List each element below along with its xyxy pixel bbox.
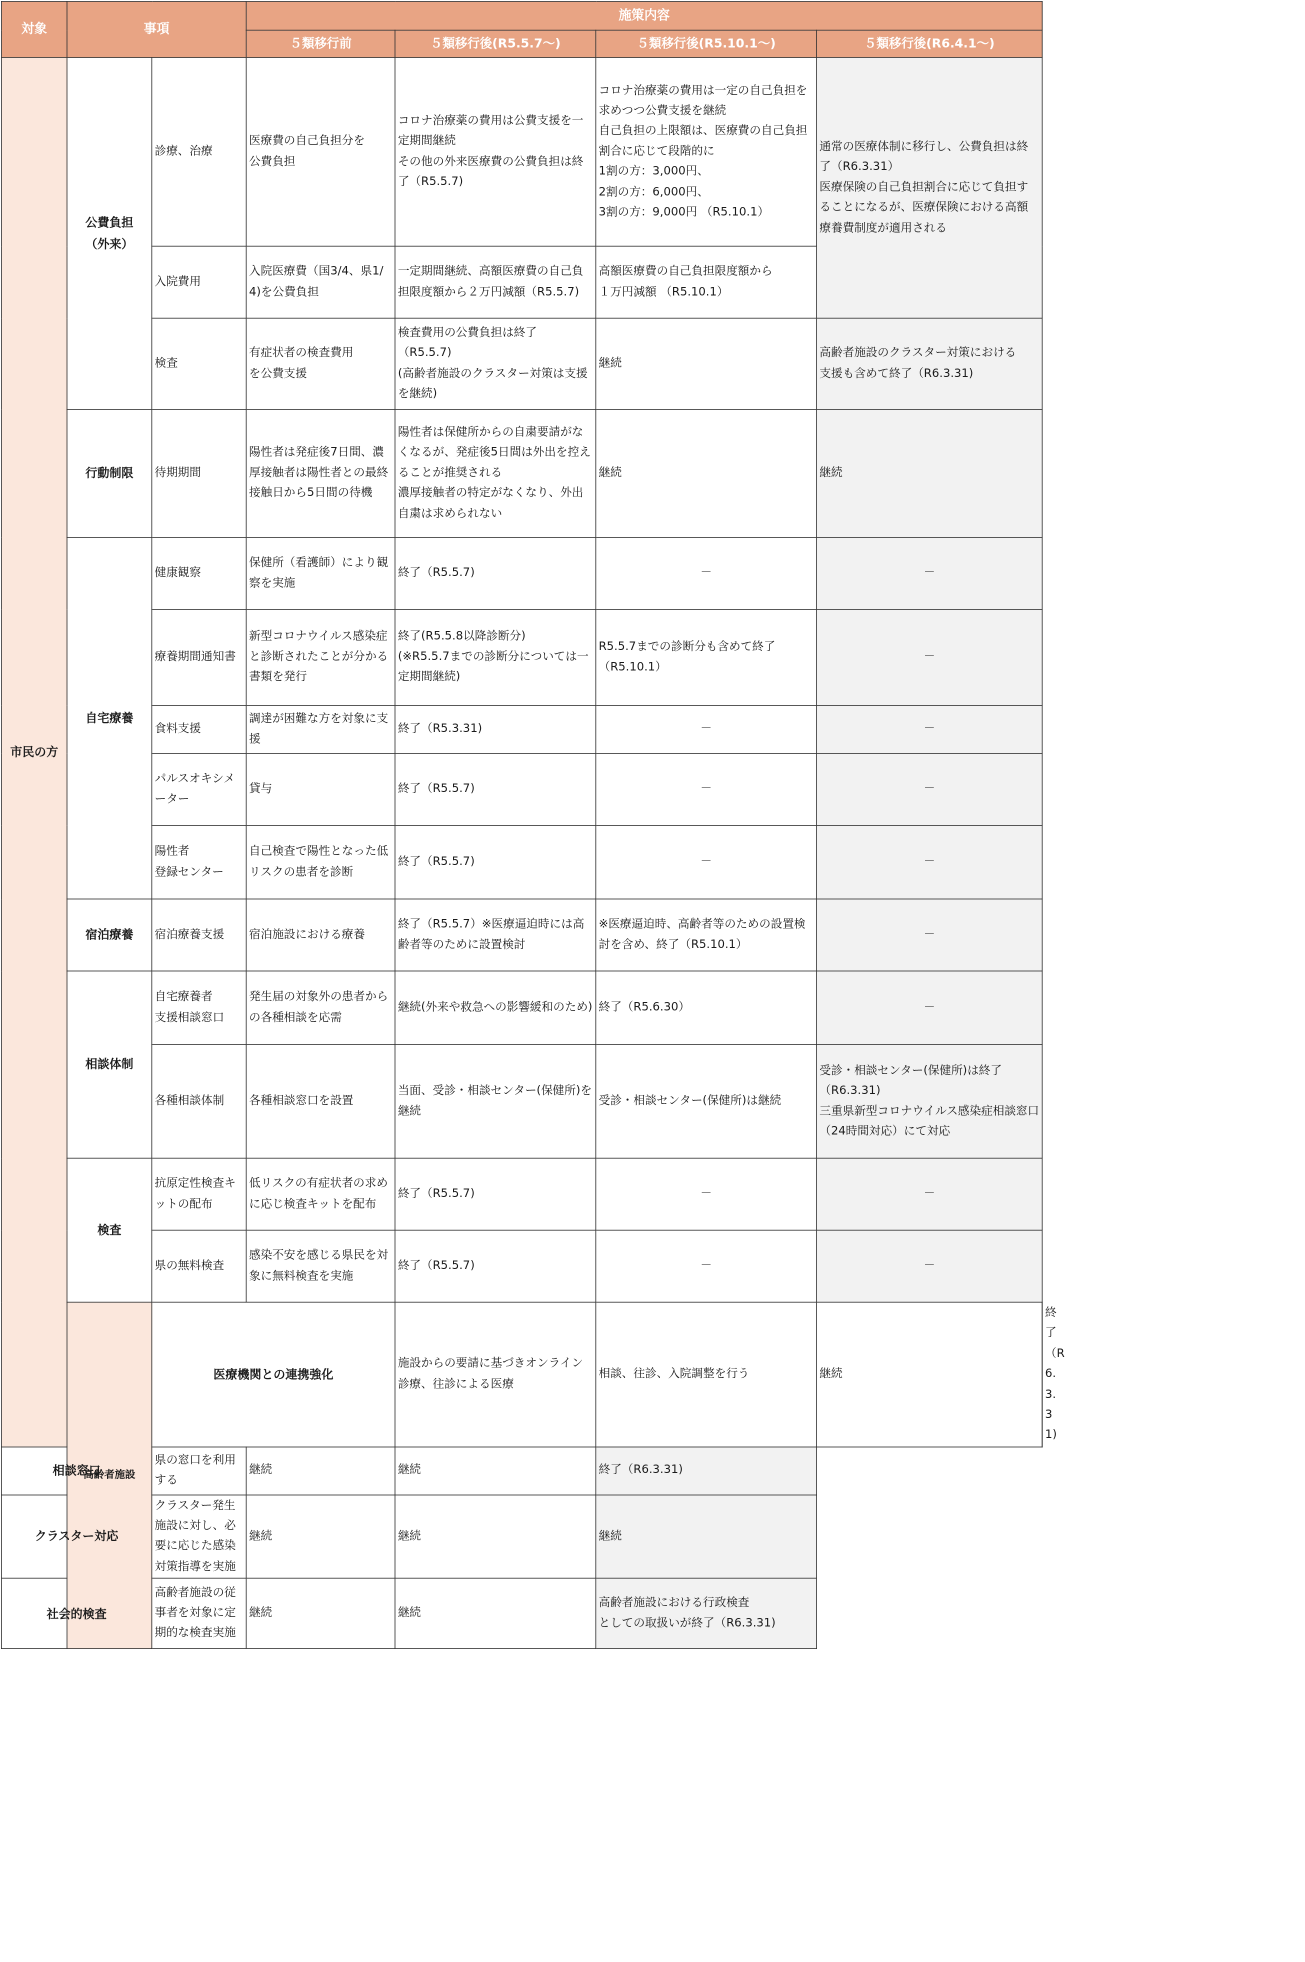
cell-hospital-r510: 高額医療費の自己負担限度額から １万円減額 （R5.10.1） [596, 246, 817, 318]
cell-positive-center-r55: 終了（R5.5.7) [395, 825, 596, 899]
table-row [1, 57, 1042, 246]
table-row [1, 318, 1042, 409]
table-row [1, 609, 1042, 705]
cell-positive-center-r64: － [817, 825, 1043, 899]
cell-consult-window-before: 県の窓口を利用する [152, 1447, 246, 1495]
cell-health-obs-before: 保健所（看護師）により観察を実施 [246, 537, 395, 609]
cell-social-test-r64: 高齢者施設における行政検査 としての取扱いが終了（R6.3.31) [596, 1578, 817, 1648]
category-medical-link: 医療機関との連携強化 [152, 1302, 395, 1447]
item-various-consult: 各種相談体制 [152, 1045, 246, 1159]
cell-free-test-r510: － [596, 1230, 817, 1302]
table-row: 高齢者施設 医療機関との連携強化 施設からの要請に基づきオンライン診療、往診による医療 相談、往診、入院調整を行う 継続 終了（R6.3.31) [1, 1302, 1042, 1447]
category-social-test: 社会的検査 [1, 1578, 151, 1648]
cell-health-obs-r64: － [817, 537, 1043, 609]
cell-social-test-r55: 継続 [246, 1578, 395, 1648]
category-consult: 相談体制 [67, 971, 152, 1158]
item-hospital: 入院費用 [152, 246, 246, 318]
cell-consult-window-r64: 終了（R6.3.31) [596, 1447, 817, 1495]
item-home-consult: 自宅療養者 支援相談窓口 [152, 971, 246, 1045]
table-row [1, 1447, 1042, 1495]
cell-various-consult-r64: 受診・相談センター(保健所)は終了 （R6.3.31) 三重県新型コロナウイルス感染症相談窓口（24時間対応）にて対応 [817, 1045, 1043, 1159]
item-notice: 療養期間通知書 [152, 609, 246, 705]
cell-health-obs-r510: － [596, 537, 817, 609]
cell-antigen-kit-r64: － [817, 1158, 1043, 1230]
cell-lodging-r64: － [817, 899, 1043, 971]
cell-free-test-r64: － [817, 1230, 1043, 1302]
cell-medical-link-before: 施設からの要請に基づきオンライン診療、往診による医療 [395, 1302, 596, 1447]
cell-social-test-before: 高齢者施設の従事者を対象に定期的な検査実施 [152, 1578, 246, 1648]
cell-hospital-r55: 一定期間継続、高額医療費の自己負担限度額から２万円減額（R5.5.7) [395, 246, 596, 318]
cell-notice-r64: － [817, 609, 1043, 705]
category-lodging: 宿泊療養 [67, 899, 152, 971]
cell-lodging-before: 宿泊施設における療養 [246, 899, 395, 971]
cell-food-r64: － [817, 705, 1043, 753]
cell-treatment-before: 医療費の自己負担分を 公費負担 [246, 57, 395, 246]
cell-food-r55: 終了（R5.3.31) [395, 705, 596, 753]
cell-hospital-before: 入院医療費（国3/4、県1/4)を公費負担 [246, 246, 395, 318]
cell-home-consult-before: 発生届の対象外の患者からの各種相談を応需 [246, 971, 395, 1045]
header-phase-before: ５類移行前 [246, 30, 395, 57]
cell-free-test-before: 感染不安を感じる県民を対象に無料検査を実施 [246, 1230, 395, 1302]
cell-antigen-kit-r510: － [596, 1158, 817, 1230]
header-target: 対象 [1, 1, 67, 57]
category-public-burden: 公費負担 （外来） [67, 57, 152, 409]
cell-social-test-r510: 継続 [395, 1578, 596, 1648]
cell-treatment-r64: 通常の医療体制に移行し、公費負担は終了（R6.3.31） 医療保険の自己負担割合に応じて負担することになるが、医療保険における高額療養費制度が適用される [817, 57, 1043, 318]
cell-food-before: 調達が困難な方を対象に支援 [246, 705, 395, 753]
cell-antigen-kit-r55: 終了（R5.5.7) [395, 1158, 596, 1230]
cell-various-consult-r510: 受診・相談センター(保健所)は継続 [596, 1045, 817, 1159]
cell-cluster-r64: 継続 [596, 1495, 817, 1579]
cell-oximeter-r55: 終了（R5.5.7) [395, 753, 596, 825]
cell-lodging-r55: 終了（R5.5.7）※医療逼迫時には高齢者等のために設置検討 [395, 899, 596, 971]
table-row [1, 1045, 1042, 1159]
table-row [1, 753, 1042, 825]
cell-testing-r55: 検査費用の公費負担は終了 （R5.5.7) (高齢者施設のクラスター対策は支援を継続) [395, 318, 596, 409]
cell-positive-center-before: 自己検査で陽性となった低リスクの患者を診断 [246, 825, 395, 899]
target-elderly: 高齢者施設 [67, 1302, 152, 1649]
header-item: 事項 [67, 1, 246, 57]
table-row [1, 971, 1042, 1045]
cell-notice-before: 新型コロナウイルス感染症と診断されたことが分かる書類を発行 [246, 609, 395, 705]
cell-testing-r510: 継続 [596, 318, 817, 409]
cell-food-r510: － [596, 705, 817, 753]
table-row [1, 1158, 1042, 1230]
header-phase-r6-4-1: ５類移行後(R6.4.1～) [817, 30, 1043, 57]
cell-waiting-r55: 陽性者は保健所からの自粛要請がなくなるが、発症後5日間は外出を控えることが推奨される 濃厚接触者の特定がなくなり、外出自粛は求められない [395, 409, 596, 537]
cell-testing-r64: 高齢者施設のクラスター対策における 支援も含めて終了（R6.3.31) [817, 318, 1043, 409]
item-testing: 検査 [152, 318, 246, 409]
item-treatment: 診療、治療 [152, 57, 246, 246]
item-positive-center: 陽性者 登録センター [152, 825, 246, 899]
table-row [1, 705, 1042, 753]
cell-antigen-kit-before: 低リスクの有症状者の求めに応じ検査キットを配布 [246, 1158, 395, 1230]
cell-free-test-r55: 終了（R5.5.7) [395, 1230, 596, 1302]
header-phase-r5-10-1: ５類移行後(R5.10.1～) [596, 30, 817, 57]
table-row [1, 1230, 1042, 1302]
item-lodging-support: 宿泊療養支援 [152, 899, 246, 971]
cell-positive-center-r510: － [596, 825, 817, 899]
category-home-care: 自宅療養 [67, 537, 152, 899]
cell-home-consult-r510: 終了（R5.6.30） [596, 971, 817, 1045]
cell-notice-r510: R5.5.7までの診断分も含めて終了 （R5.10.1） [596, 609, 817, 705]
item-oximeter: パルスオキシメーター [152, 753, 246, 825]
table-row [1, 1578, 1042, 1648]
header-phase-r5-5-7: ５類移行後(R5.5.7～) [395, 30, 596, 57]
cell-cluster-before: クラスター発生施設に対し、必要に応じた感染対策指導を実施 [152, 1495, 246, 1579]
cell-medical-link-r55: 相談、往診、入院調整を行う [596, 1302, 817, 1447]
cell-consult-window-r510: 継続 [395, 1447, 596, 1495]
item-antigen-kit: 抗原定性検査キットの配布 [152, 1158, 246, 1230]
cell-treatment-r55: コロナ治療薬の費用は公費支援を一定期間継続 その他の外来医療費の公費負担は終了（R5.5.7) [395, 57, 596, 246]
cell-notice-r55: 終了(R5.5.8以降診断分) (※R5.5.7までの診断分については一定期間継続) [395, 609, 596, 705]
table-row [1, 899, 1042, 971]
cell-lodging-r510: ※医療逼迫時、高齢者等のための設置検討を含め、終了（R5.10.1） [596, 899, 817, 971]
cell-oximeter-before: 貸与 [246, 753, 395, 825]
cell-medical-link-r510: 継続 [817, 1302, 1043, 1447]
item-food: 食料支援 [152, 705, 246, 753]
category-test: 検査 [67, 1158, 152, 1302]
cell-various-consult-before: 各種相談窓口を設置 [246, 1045, 395, 1159]
category-cluster: クラスター対応 [1, 1495, 151, 1579]
cell-oximeter-r64: － [817, 753, 1043, 825]
table-row [1, 537, 1042, 609]
item-health-obs: 健康観察 [152, 537, 246, 609]
table-row [1, 1495, 1042, 1579]
category-consult-window: 相談窓口 [1, 1447, 151, 1495]
cell-cluster-r510: 継続 [395, 1495, 596, 1579]
cell-waiting-r64: 継続 [817, 409, 1043, 537]
item-free-test: 県の無料検査 [152, 1230, 246, 1302]
policy-table-container [1, 1, 1065, 1640]
cell-home-consult-r55: 継続(外来や救急への影響緩和のため) [395, 971, 596, 1045]
cell-treatment-r510: コロナ治療薬の費用は一定の自己負担を求めつつ公費支援を継続 自己負担の上限額は、医療費の自己負担割合に応じて段階的に 1割の方：3,000円、 2割の方：6,000円、 3割の方：9,000円 （R5.10.1） [596, 57, 817, 246]
cell-consult-window-r55: 継続 [246, 1447, 395, 1495]
cell-various-consult-r55: 当面、受診・相談センター(保健所)を継続 [395, 1045, 596, 1159]
cell-cluster-r55: 継続 [246, 1495, 395, 1579]
item-waiting: 待期期間 [152, 409, 246, 537]
table-row [1, 825, 1042, 899]
category-activity: 行動制限 [67, 409, 152, 537]
covid-policy-table [1, 1, 1065, 1649]
header-measures: 施策内容 [246, 1, 1042, 30]
cell-testing-before: 有症状者の検査費用 を公費支援 [246, 318, 395, 409]
cell-waiting-before: 陽性者は発症後7日間、濃厚接触者は陽性者との最終接触日から5日間の待機 [246, 409, 395, 537]
cell-oximeter-r510: － [596, 753, 817, 825]
table-row [1, 409, 1042, 537]
cell-waiting-r510: 継続 [596, 409, 817, 537]
cell-health-obs-r55: 終了（R5.5.7) [395, 537, 596, 609]
target-citizens: 市民の方 [1, 57, 67, 1446]
cell-home-consult-r64: － [817, 971, 1043, 1045]
